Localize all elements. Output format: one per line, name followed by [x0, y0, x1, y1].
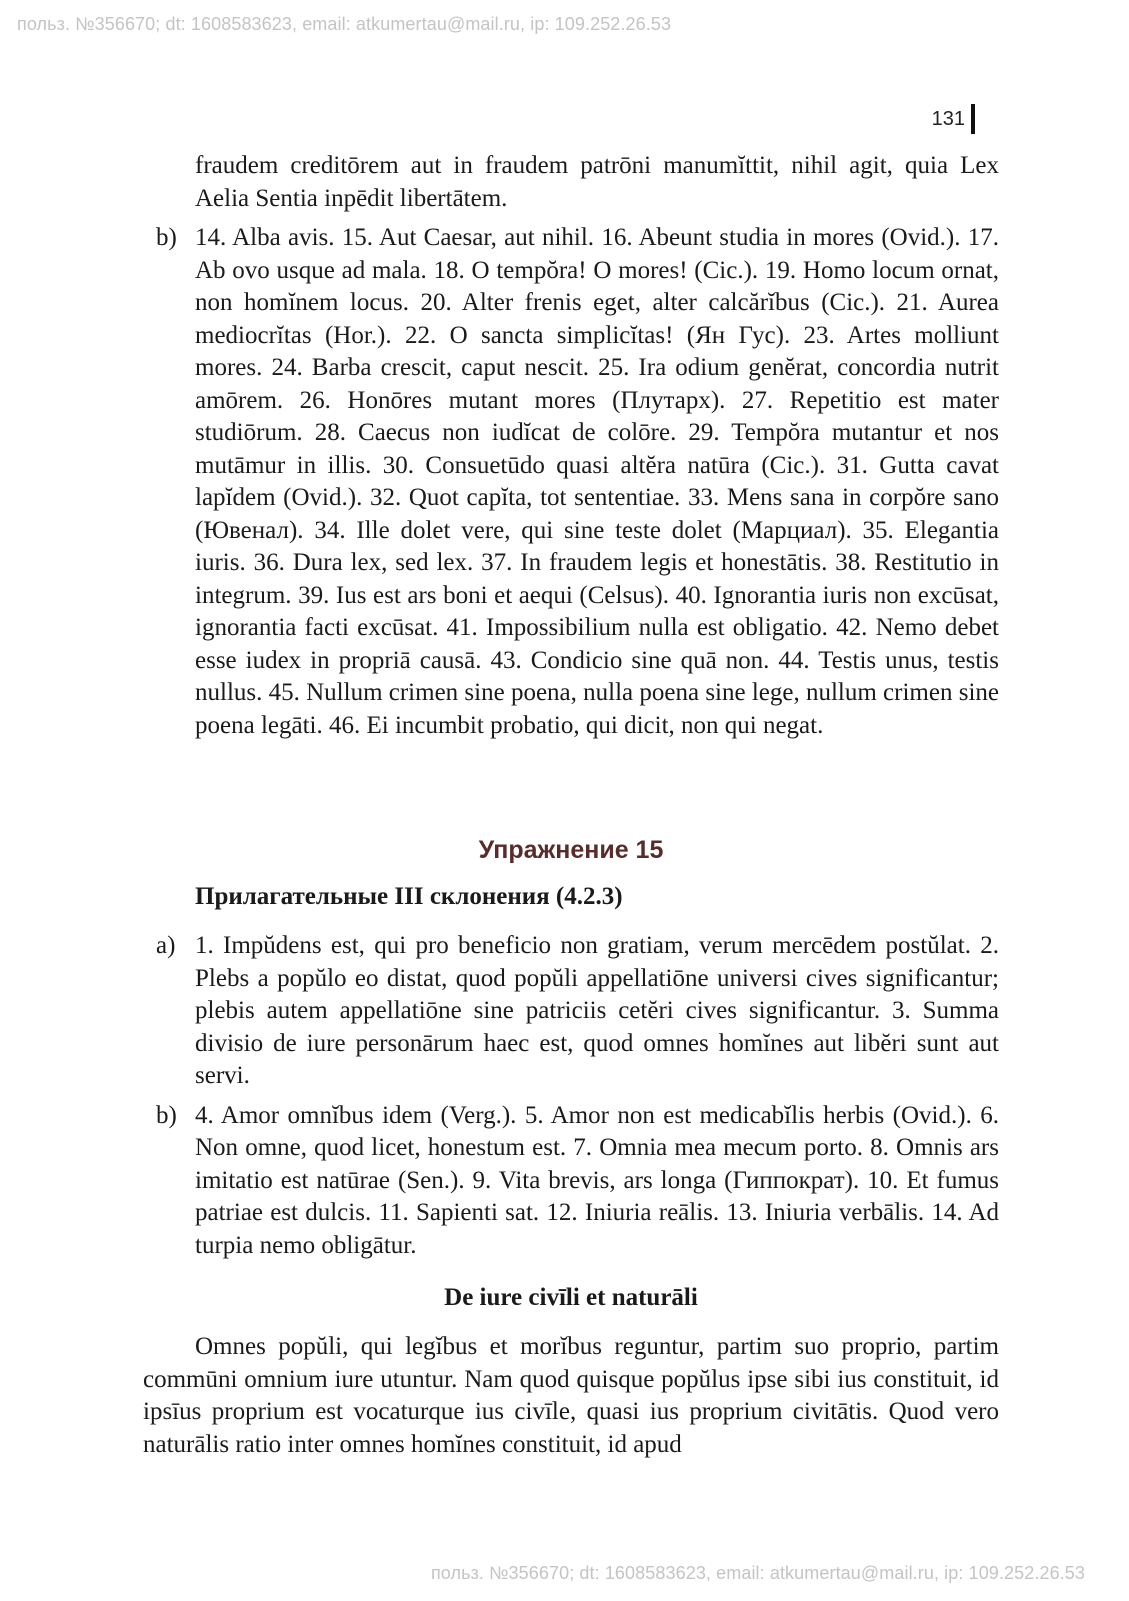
list-marker: b): [156, 1101, 177, 1129]
exercise-title: Упражнение 15: [478, 836, 664, 864]
list-item-b: [143, 222, 999, 742]
exercise-list: [143, 930, 999, 1262]
page-number-text: 131: [931, 107, 965, 130]
list-item-a: [143, 930, 999, 1093]
list-text: 4. Amor omnĭbus idem (Verg.). 5. Amor non est medicabĭlis herbis (Ovid.). 6. Non omne, quod licet, honestum est. 7. Omnia mea mecum porto. 8. Omnis ars imitatio est natūrae (Sen.). 9. Vita brevis, ars longa (Гиппократ). 10. Et fumus patriae est dulcis. 11. Sapienti sat. 12. Iniuria reālis. 13. Iniuria verbālis. 14. Ad turpia nemo obligātur.: [195, 1101, 999, 1259]
list-text: 1. Impŭdens est, qui pro beneficio non gratiam, verum mercēdem postŭlat. 2. Plebs a popŭlo eo distat, quod popŭli appellatiōne universi cives significantur; plebis autem appellatiōne sine patriciis cetĕri cives significantur. 3. Summa divisio de iure personārum haec est, quod omnes homĭnes aut libĕri sunt aut servi.: [195, 932, 999, 1089]
list-marker: b): [156, 224, 177, 251]
exercise-subheading: Прилагательные III склонения (4.2.3): [195, 883, 623, 910]
continuation-block: [143, 150, 999, 742]
watermark-bottom: польз. №356670; dt: 1608583623, email: atkumertau@mail.ru, ip: 109.252.26.53: [430, 1563, 1085, 1583]
page-number-bar: [971, 104, 975, 134]
list-text: 14. Alba avis. 15. Aut Caesar, aut nihil. 16. Abeunt studia in mores (Ovid.). 17. Ab ovo usque ad mala. 18. O tempŏra! O mores! (Cic.). 19. Homo locum ornat, non homĭnem locus. 20. Alter frenis eget, alter calcărĭbus (Cic.). 21. Aurea mediocrĭtas (Hor.). 22. O sancta simplicĭtas! (Ян Гус). 23. Artes molliunt mores. 24. Barba crescit, caput nescit. 25. Ira odium genĕrat, concordia nutrit amōrem. 26. Honōres mutant mores (Плутарх). 27. Repetitio est mater studiōrum. 28. Caecus non iudĭcat de colōre. 29. Tempŏra mutantur et nos mutāmur in illis. 30. Consuetūdo quasi altĕra natūra (Cic.). 31. Gutta cavat lapĭdem (Ovid.). 32. Quot capĭta, tot sententiae. 33. Mens sana in corpŏre sano (Ювенал). 34. Ille dolet vere, qui sine teste dolet (Марциал). 35. Elegantia iuris. 36. Dura lex, sed lex. 37. In fraudem legis et honestātis. 38. Restitutio in integrum. 39. Ius est ars boni et aequi (Celsus). 40. Ignorantia iuris non excūsat, ignorantia facti excūsat. 41. Impossibilium nulla est obligatio. 42. Nemo debet esse iudex in propriā causā. 43. Condicio sine quā non. 44. Testis unus, testis nullus. 45. Nullum crimen sine poena, nulla poena sine lege, nullum crimen sine poena legāti. 46. Ei incumbit probatio, qui dicit, non qui negat.: [195, 224, 999, 739]
section-title: De iure civīli et naturāli: [444, 1284, 698, 1311]
section-paragraph: Omnes popŭli, qui legĭbus et morĭbus reguntur, partim suo proprio, partim commūni omnium iure utuntur. Nam quod quisque popŭlus ipse sibi ius constituit, id ipsīus proprium est vocaturque ius civīle, quasi ius proprium civitātis. Quod vero naturālis ratio inter omnes homĭnes constituit, id apud: [143, 1333, 999, 1458]
list-item-b: [143, 1100, 999, 1263]
section-body: [143, 1331, 999, 1461]
page-number: [932, 104, 975, 134]
continuation-text: fraudem creditōrem aut in fraudem patrōni manumĭttit, nihil agit, quia Lex Aelia Sentia inpēdit libertātem.: [195, 152, 999, 212]
watermark-top: польз. №356670; dt: 1608583623, email: atkumertau@mail.ru, ip: 109.252.26.53: [17, 14, 672, 34]
list-marker: a): [156, 932, 176, 959]
